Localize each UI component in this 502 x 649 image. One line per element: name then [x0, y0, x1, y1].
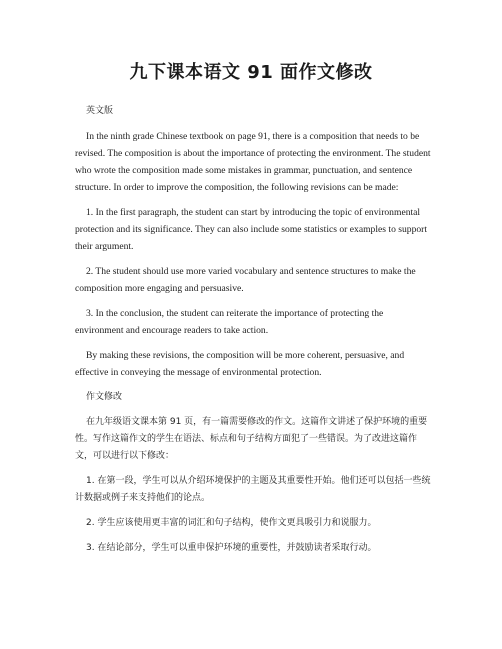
section-label-english: 英文版 — [86, 106, 114, 116]
english-paragraph-2: 1. In the first paragraph, the student can start by introducing the topic of environmental protection and its significance. They can also include some statistics or examples to support their argument. — [75, 207, 428, 252]
english-paragraph-1: In the ninth grade Chinese textbook on page 91, there is a composition that needs to be revised. The composition is about the importance of protecting the environment. The student who wrote the composition made some mistakes in grammar, punctuation, and sentence structure. In order to improve the composition, the following revisions can be made: — [75, 131, 431, 193]
english-paragraph-5: By making these revisions, the composition will be more coherent, persuasive, and effective in conveying the message of environmental protection. — [75, 350, 405, 378]
chinese-paragraph-3: 2. 学生应该使用更丰富的词汇和句子结构，使作文更具吸引力和说服力。 — [86, 518, 377, 528]
english-paragraph-4: 3. In the conclusion, the student can reiterate the importance of protecting the environment and encourage readers to take action. — [75, 308, 384, 336]
chinese-paragraph-4: 3. 在结论部分，学生可以重申保护环境的重要性，并鼓励读者采取行动。 — [86, 543, 377, 553]
english-paragraph-3: 2. The student should use more varied vocabulary and sentence structures to make the composition more engaging and persuasive. — [75, 266, 416, 294]
document-title: 九下课本语文 91 面作文修改 — [129, 62, 373, 83]
section-label-chinese: 作文修改 — [86, 392, 123, 402]
chinese-paragraph-2: 1. 在第一段，学生可以从介绍环境保护的主题及其重要性开始。他们还可以包括一些统计数据或例子来支持他们的论点。 — [75, 476, 431, 503]
document-body — [75, 103, 433, 565]
chinese-paragraph-1: 在九年级语文课本第 91 页，有一篇需要修改的作文。这篇作文讲述了保护环境的重要性。写作这篇作文的学生在语法、标点和句子结构方面犯了一些错误。为了改进这篇作文，可以进行以下修改： — [75, 417, 428, 461]
